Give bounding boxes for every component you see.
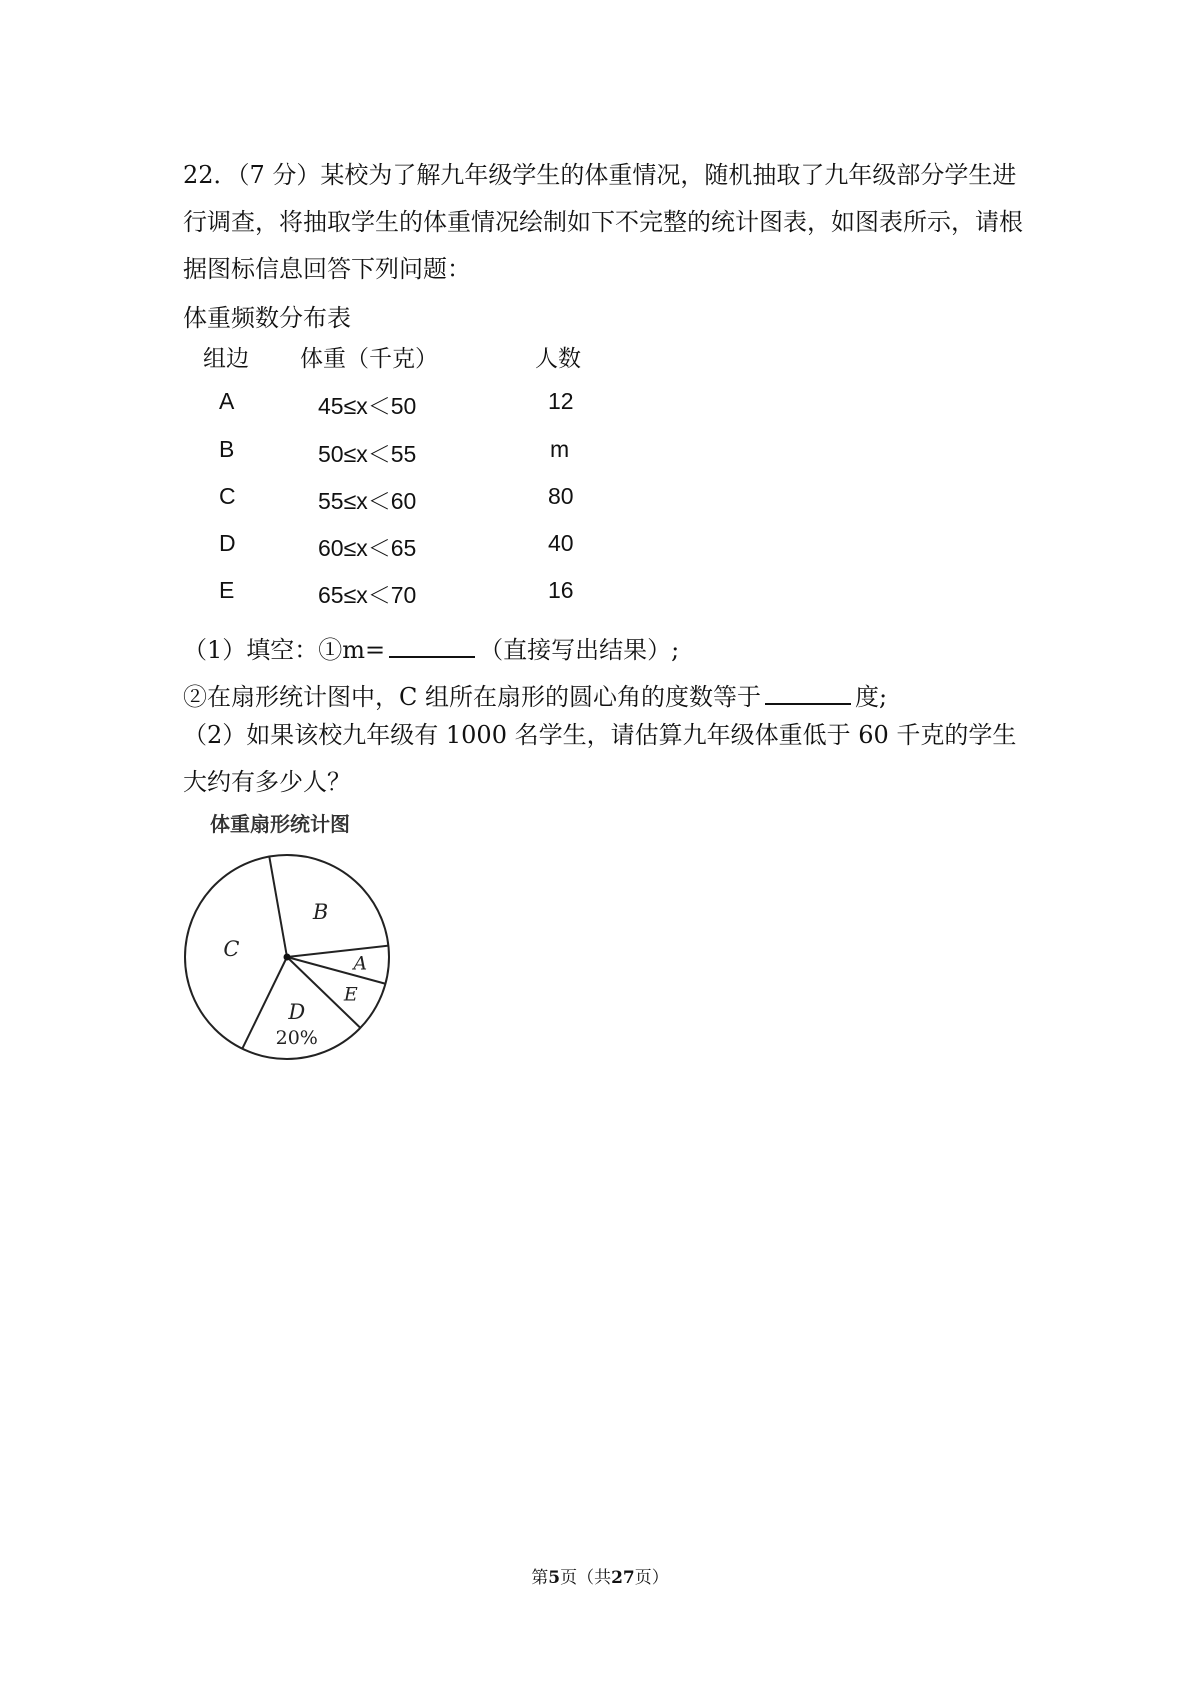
table-cell-count: 16 [548, 577, 574, 603]
pie-label-e: E [343, 983, 358, 1006]
table-cell-range: 65≤x＜70 [318, 582, 417, 608]
footer-total-pages: 27 [611, 1568, 635, 1588]
question-text: 22．（7 分）某校为了解九年级学生的体重情况，随机抽取了九年级部分学生进行调查，将抽取学生的体重情况绘制如下不完整的统计图表，如图表所示，请根据图标信息回答下列问题： [183, 161, 1023, 283]
table-cell-range: 50≤x＜55 [318, 441, 417, 467]
footer-page-number: 5 [548, 1568, 561, 1588]
table-header-group: 组边 [203, 346, 249, 372]
table-header-weight: 体重（千克） [300, 346, 438, 372]
footer-middle: 页（共 [560, 1568, 612, 1588]
table-cell-group: A [219, 388, 235, 414]
pie-chart [175, 845, 405, 1070]
table-cell-count: 12 [548, 388, 574, 414]
table-cell-range: 60≤x＜65 [318, 535, 417, 561]
part1b-suffix: 度; [855, 683, 888, 711]
table-cell-group: D [219, 530, 236, 556]
m-answer-blank [389, 634, 475, 658]
pie-label-c: C [223, 937, 240, 962]
pie-chart-title: 体重扇形统计图 [210, 812, 350, 836]
table-cell-group: C [219, 483, 236, 509]
pie-label-b: B [312, 900, 329, 925]
table-cell-range: 55≤x＜60 [318, 488, 417, 514]
table-cell-range: 45≤x＜50 [318, 393, 417, 419]
angle-answer-blank [765, 681, 851, 705]
part1-prefix: （1）填空：①m= [183, 636, 386, 664]
part1b-line [183, 677, 887, 712]
part1-line [183, 630, 679, 665]
table-cell-count: 40 [548, 530, 574, 556]
footer-prefix: 第 [531, 1568, 549, 1588]
table-header-count: 人数 [535, 346, 581, 372]
part1b-prefix: ②在扇形统计图中，C 组所在扇形的圆心角的度数等于 [183, 683, 761, 711]
table-cell-count: m [550, 436, 570, 462]
pie-annotation-d: 20% [275, 1027, 318, 1050]
pie-label-d: D [288, 1000, 306, 1025]
page-footer [0, 1563, 1200, 1588]
part1-suffix: （直接写出结果）; [479, 636, 680, 664]
table-cell-group: B [219, 436, 235, 462]
part2-text: （2）如果该校九年级有 1000 名学生，请估算九年级体重低于 60 千克的学生大约有多少人？ [183, 721, 1017, 796]
pie-center-dot [284, 954, 291, 961]
table-cell-group: E [219, 577, 235, 603]
footer-suffix: 页） [634, 1568, 669, 1588]
table-title: 体重频数分布表 [183, 304, 351, 332]
table-cell-count: 80 [548, 483, 574, 509]
pie-label-a: A [353, 952, 368, 975]
